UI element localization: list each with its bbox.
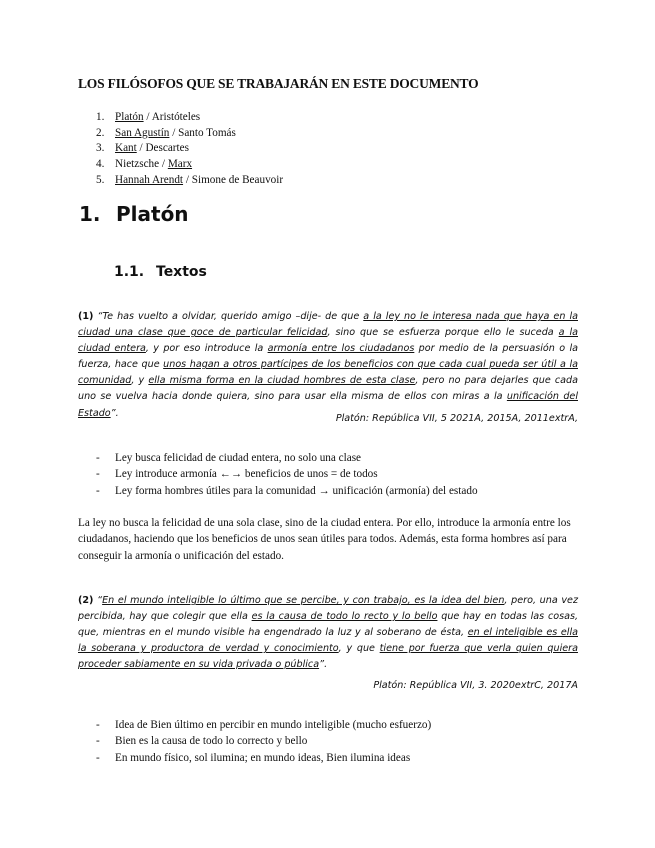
list-item: 3. Kant / Descartes [96,142,189,155]
philosopher-name: Descartes [145,142,189,155]
document-title: LOS FILÓSOFOS QUE SE TRABAJARÁN EN ESTE DOCUMENTO [78,76,479,91]
quote-citation: Platón: República VII, 5 2021A, 2015A, 2011extrA, [335,413,578,424]
quote-fragment: , y por eso introduce la [145,343,268,355]
philosopher-name: San Agustín [115,126,170,139]
quote-text [78,309,578,422]
philosopher-name: Kant [115,142,137,155]
quote-fragment: “Te has vuelto a olvidar, querido amigo –dije- de que [93,311,364,322]
bullet-item [96,450,478,466]
quote-fragment: , sino que se esfuerza porque ello le suceda [327,327,559,339]
bullet-text: Idea de Bien último en percibir en mundo inteligible (mucho esfuerzo) [115,719,432,731]
bullet-item [96,733,431,749]
quote-body [78,595,578,670]
underlined-phrase: ella misma forma en la ciudad hombres de esta clase [148,375,416,387]
philosopher-name: Marx [167,158,193,171]
quote-body [78,311,578,419]
bullet-text: Ley busca felicidad de ciudad entera, no solo una clase [115,452,362,464]
bullet-marker: - [96,719,100,731]
quote-fragment: , y [131,375,149,387]
quote-fragment: , pero no para dejarles que cada uno se vuelva hacia donde quiera, sino para usar ella misma de ellos con miras a la [78,375,578,403]
bullet-item [96,717,431,733]
underlined-phrase: a la ley no le interesa nada que haya en la ciudad una clase que goce de particular felicidad [78,311,578,339]
philosopher-name: Hannah Arendt [115,173,184,186]
quote-fragment: “ [93,595,103,606]
philosopher-name: Simone de Beauvoir [191,173,284,186]
bullet-item [96,750,431,766]
bullet-marker: - [96,751,100,764]
bullet-text: Ley forma hombres útiles para la comunidad → unificación (armonía) del estado [115,484,478,497]
philosopher-name: Platón [115,111,144,123]
underlined-phrase: a la ciudad entera [78,327,578,355]
bullet-marker: - [96,468,100,481]
summary-list [96,717,431,766]
explanation-paragraph: La ley no busca la felicidad de una sola clase, sino de la ciudad entera. Por ello, introduce la armonía entre los ciudadanos, haciendo que los beneficios de unos sean útiles para todos. Además, esta forma hombres así para conseguir la armonía o unificación del estado. [78,517,571,562]
underlined-phrase: En el mundo inteligible lo último que se percibe, y con trabajo, es la idea del bien [102,595,505,606]
summary-list [96,450,478,499]
bullet-marker: - [96,484,100,497]
philosophers-list [96,110,283,189]
quote-fragment: , y que [338,643,380,655]
bullet-marker: - [96,735,100,748]
list-item: 4. Nietzsche / Marx [96,158,193,171]
bullet-text: Bien es la causa de todo lo correcto y bello [115,735,308,748]
quote-text [78,593,578,673]
underlined-phrase: en el inteligible es ella la soberana y productora de verdad y conocimiento [78,627,578,655]
quote-fragment: ”. [110,407,119,419]
bullet-item [96,466,478,482]
section-heading: 1. Platón [79,202,189,226]
quote-citation: Platón: República VII, 3. 2020extrC, 2017A [373,680,578,691]
bullet-text: Ley introduce armonía ←→ beneficios de unos = de todos [115,468,378,481]
quote-fragment: por medio de la persuasión o la fuerza, hace que [78,343,578,371]
quote-fragment: , pero, una vez percibida, hay que colegir que ella [78,595,578,623]
bullet-item [96,483,478,499]
bullet-text: En mundo físico, sol ilumina; en mundo ideas, Bien ilumina ideas [115,751,411,764]
underlined-phrase: tiene por fuerza que verla quien quiera proceder sabiamente en su vida privada o pública [78,643,578,671]
list-item: 5. Hannah Arendt / Simone de Beauvoir [96,173,284,186]
list-item: 1. Platón / Aristóteles [96,111,201,123]
quote-fragment: que hay en todas las cosas, que, mientras en el mundo visible ha engendrado la luz y al soberano de ésta, [78,611,579,639]
philosopher-name: Nietzsche [115,158,160,171]
underlined-phrase: unos hagan a otros partícipes de los beneficios con que cada cual pueda ser útil a la comunidad [78,359,578,387]
philosopher-name: Aristóteles [151,111,201,123]
underlined-phrase: es la causa de todo lo recto y lo bello [251,611,438,623]
subsection-heading: 1.1. Textos [114,264,207,280]
underlined-phrase: unificación del Estado [78,391,578,419]
list-item: 2. San Agustín / Santo Tomás [96,126,236,139]
underlined-phrase: armonía entre los ciudadanos [267,343,415,355]
bullet-marker: - [96,452,100,464]
quote-number: (1) [78,311,94,322]
philosopher-name: Santo Tomás [178,126,236,139]
quote-fragment: ”. [319,659,328,671]
quote-number: (2) [78,595,94,606]
